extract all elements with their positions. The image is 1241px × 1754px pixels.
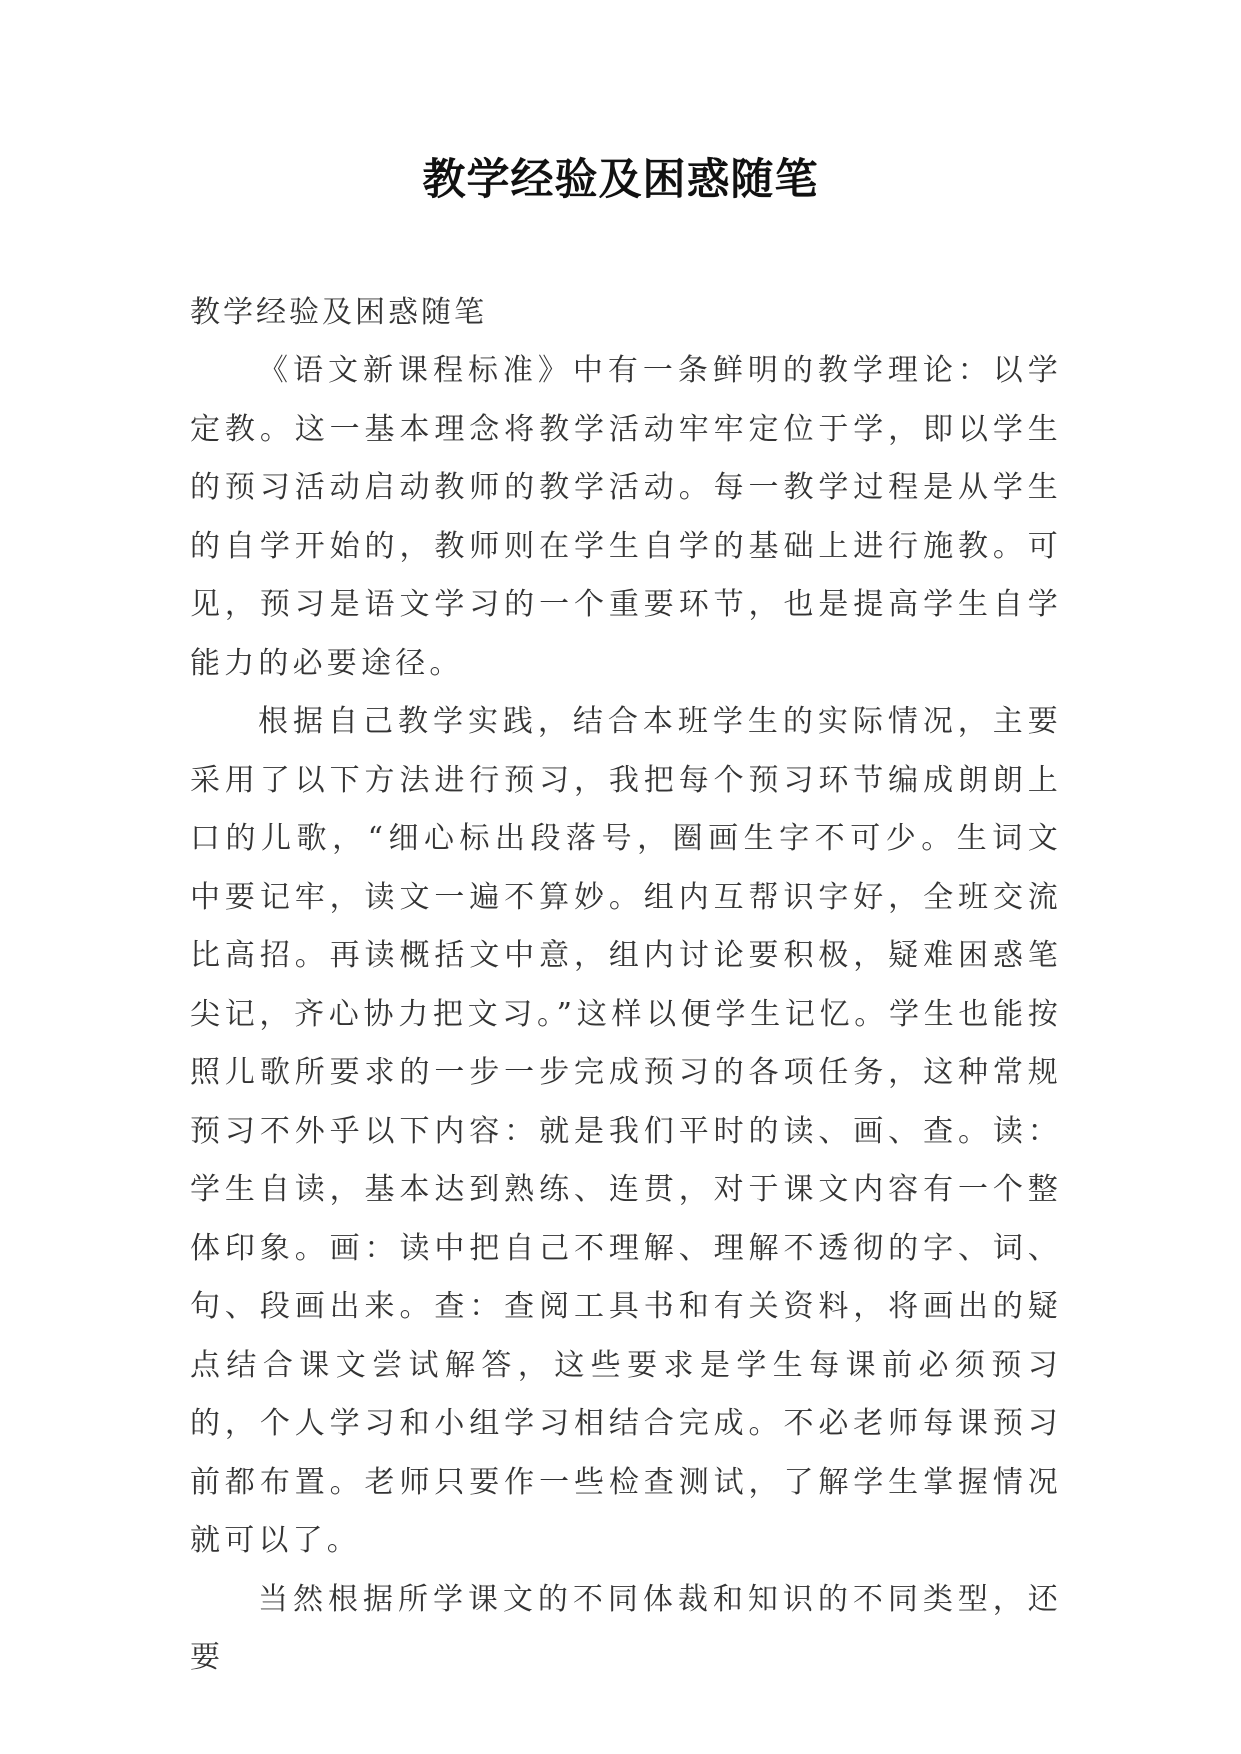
paragraph: 《语文新课程标准》中有一条鲜明的教学理论：以学定教。这一基本理念将教学活动牢牢定位于学，即以学生的预习活动启动教师的教学活动。每一教学过程是从学生的自学开始的，教师则在学生自学的基础上进行施教。可见，预习是语文学习的一个重要环节，也是提高学生自学能力的必要途径。 (190, 353, 1062, 681)
document-subheading: 教学经验及困惑随笔 (190, 295, 487, 330)
document-title: 教学经验及困惑随笔 (422, 155, 819, 205)
paragraph: 根据自己教学实践，结合本班学生的实际情况，主要采用了以下方法进行预习，我把每个预习环节编成朗朗上口的儿歌，“细心标出段落号，圈画生字不可少。生词文中要记牢，读文一遍不算妙。组内互帮识字好，全班交流比高招。再读概括文中意，组内讨论要积极，疑难困惑笔尖记，齐心协力把文习。”这样以便学生记忆。学生也能按照儿歌所要求的一步一步完成预习的各项任务，这种常规预习不外乎以下内容：就是我们平时的读、画、查。读：学生自读，基本达到熟练、连贯，对于课文内容有一个整体印象。画：读中把自己不理解、理解不透彻的字、词、句、段画出来。查：查阅工具书和有关资料，将画出的疑点结合课文尝试解答，这些要求是学生每课前必须预习的，个人学习和小组学习相结合完成。不必老师每课预习前都布置。老师只要作一些检查测试，了解学生掌握情况就可以了。 (190, 704, 1062, 1558)
paragraph: 当然根据所学课文的不同体裁和知识的不同类型，还要 (190, 1581, 1062, 1675)
document-body (190, 284, 1062, 1688)
